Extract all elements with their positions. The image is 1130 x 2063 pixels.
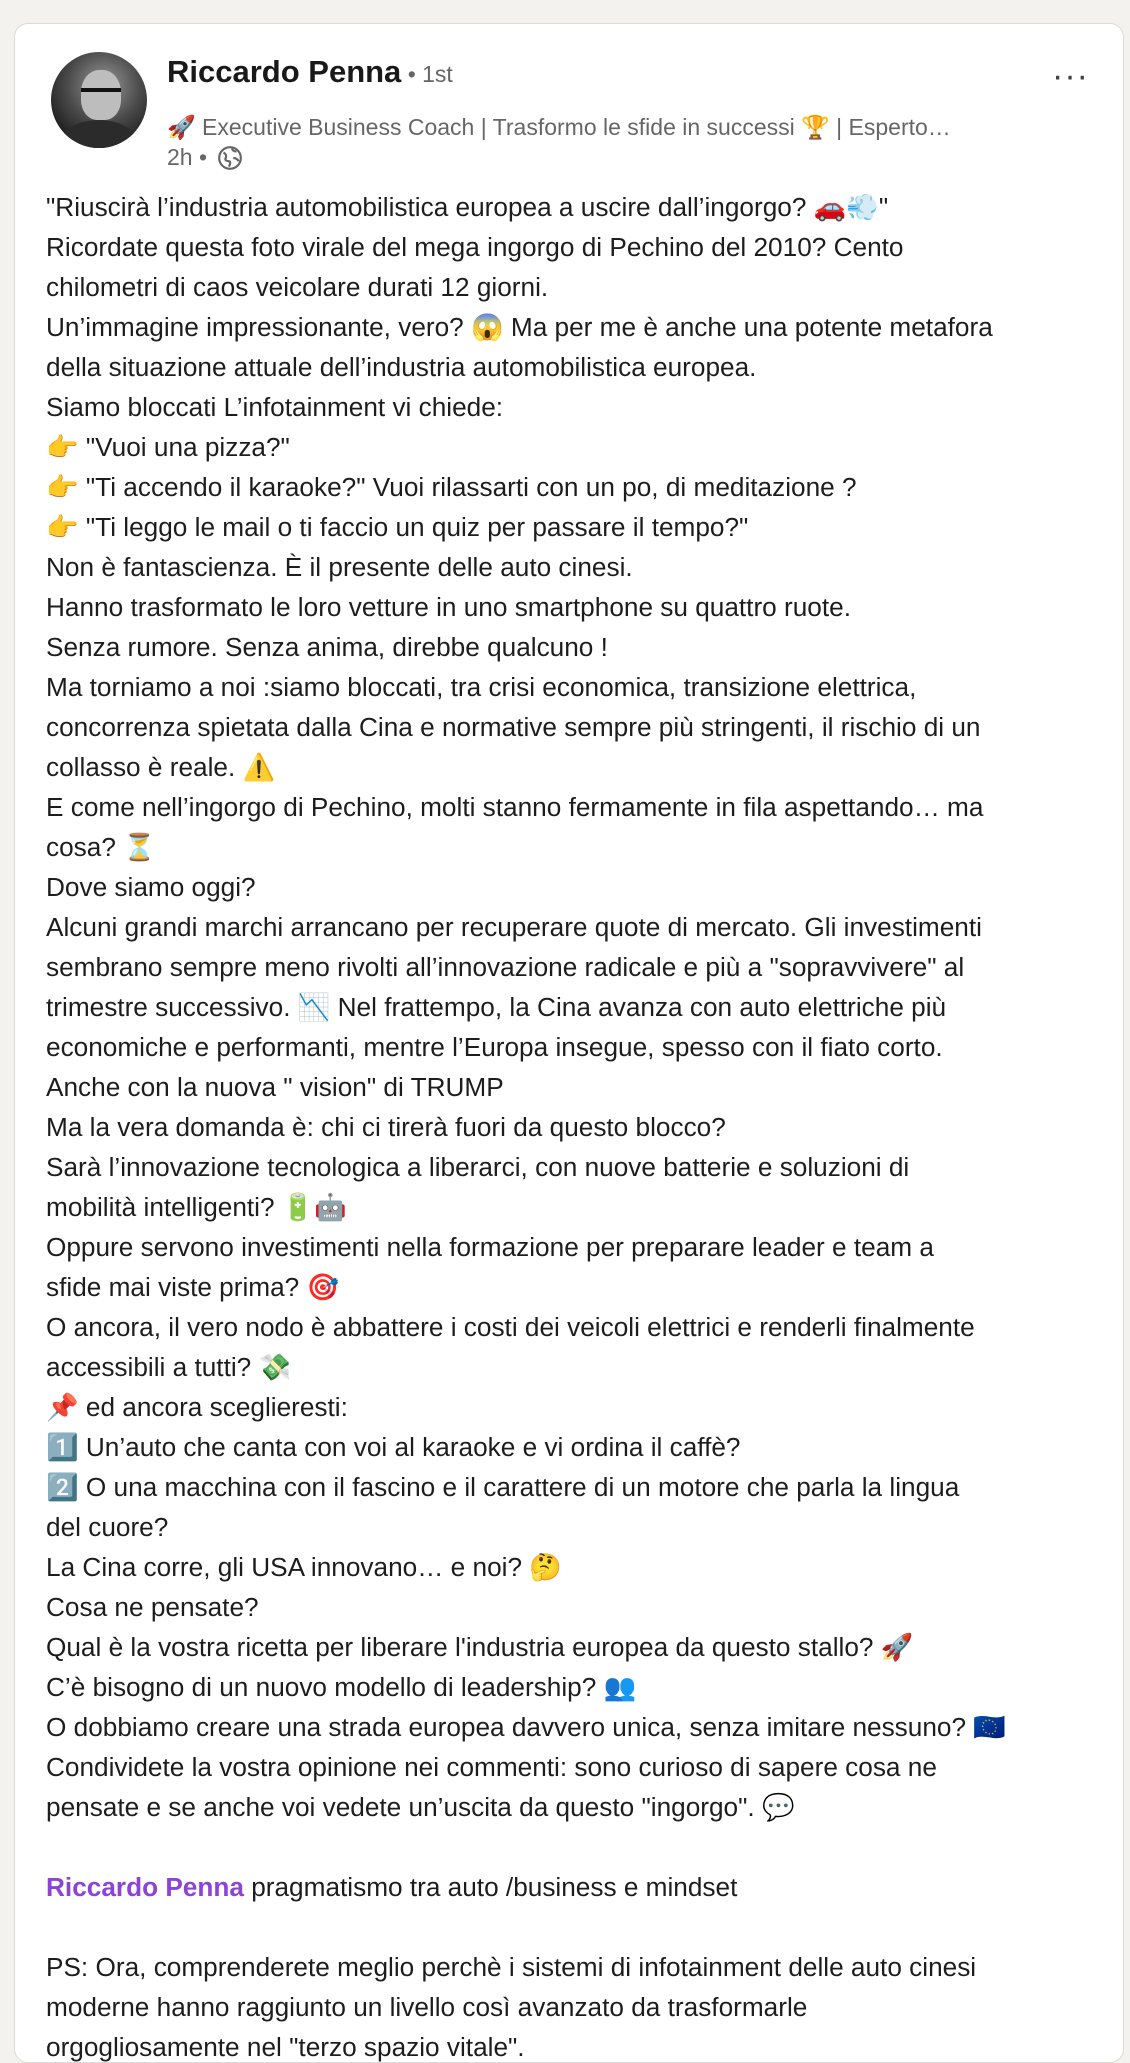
globe-icon (217, 145, 243, 171)
post-line: Condividete la vostra opinione nei commenti: sono curioso di sapere cosa ne (46, 1752, 937, 1782)
post-line: Siamo bloccati L’infotainment vi chiede: (46, 392, 504, 422)
post-line: Senza rumore. Senza anima, direbbe qualcuno ! (46, 632, 608, 662)
post-card (14, 23, 1124, 2063)
mention-text: pragmatismo tra auto /business e mindset (243, 1872, 738, 1902)
post-line: Ricordate questa foto virale del mega ingorgo di Pechino del 2010? Cento (46, 232, 904, 262)
avatar-glasses (81, 88, 121, 96)
post-time: 2h • (167, 144, 208, 170)
post-line: 👉 "Vuoi una pizza?" (46, 432, 290, 462)
post-line: 👉 "Ti leggo le mail o ti faccio un quiz per passare il tempo?" (46, 512, 749, 542)
post-line: "Riuscirà l’industria automobilistica europea a uscire dall’ingorgo? 🚗💨" (46, 192, 889, 222)
post-line: 📌 ed ancora sceglieresti: (46, 1392, 348, 1422)
blank-line (46, 1907, 1106, 1947)
post-line: 👉 "Ti accendo il karaoke?" Vuoi rilassarti con un po, di meditazione ? (46, 472, 857, 502)
post-meta (167, 144, 243, 171)
ps-line: orgogliosamente nel "terzo spazio vitale". (46, 2032, 525, 2062)
post-line: Qual è la vostra ricetta per liberare l'industria europea da questo stallo? 🚀 (46, 1632, 914, 1662)
author-name[interactable]: Riccardo Penna (167, 54, 402, 89)
blank-line (46, 1827, 1106, 1867)
post-line: O dobbiamo creare una strada europea davvero unica, senza imitare nessuno? 🇪🇺 (46, 1712, 1006, 1742)
post-line: Hanno trasformato le loro vetture in uno smartphone su quattro ruote. (46, 592, 851, 622)
mention-line (46, 1867, 1106, 1907)
post-line: cosa? ⏳ (46, 832, 156, 862)
post-line: della situazione attuale dell’industria automobilistica europea. (46, 352, 757, 382)
post-line: 2️⃣ O una macchina con il fascino e il carattere di un motore che parla la lingua (46, 1472, 960, 1502)
post-line: Oppure servono investimenti nella formazione per preparare leader e team a (46, 1232, 934, 1262)
post-line: accessibili a tutti? 💸 (46, 1352, 292, 1382)
post-line: pensate e se anche voi vedete un’uscita da questo "ingorgo". 💬 (46, 1792, 795, 1822)
post-line: Cosa ne pensate? (46, 1592, 259, 1622)
post-line: trimestre successivo. 📉 Nel frattempo, la Cina avanza con auto elettriche più (46, 992, 947, 1022)
post-line: Ma la vera domanda è: chi ci tirerà fuori da questo blocco? (46, 1112, 726, 1142)
post-line: O ancora, il vero nodo è abbattere i costi dei veicoli elettrici e renderli finalmente (46, 1312, 975, 1342)
post-line: Un’immagine impressionante, vero? 😱 Ma per me è anche una potente metafora (46, 312, 993, 342)
more-options-icon[interactable]: ··· (1052, 57, 1089, 95)
post-line: E come nell’ingorgo di Pechino, molti stanno fermamente in fila aspettando… ma (46, 792, 984, 822)
post-line: Sarà l’innovazione tecnologica a liberarci, con nuove batterie e soluzioni di (46, 1152, 910, 1182)
post-line: Dove siamo oggi? (46, 872, 256, 902)
author-tagline: 🚀 Executive Business Coach | Trasformo le sfide in successi 🏆 | Esperto… (167, 114, 951, 140)
avatar-shoulders (59, 120, 139, 148)
post-line: del cuore? (46, 1512, 169, 1542)
post-line: Anche con la nuova " vision" di TRUMP (46, 1072, 504, 1102)
post-line: economiche e performanti, mentre l’Europa insegue, spesso con il fiato corto. (46, 1032, 943, 1062)
post-line: chilometri di caos veicolare durati 12 giorni. (46, 272, 549, 302)
post-line: concorrenza spietata dalla Cina e normative sempre più stringenti, il rischio di un (46, 712, 981, 742)
author-mention-link[interactable]: Riccardo Penna (46, 1872, 244, 1902)
post-line: sfide mai viste prima? 🎯 (46, 1272, 340, 1302)
ps-line: PS: Ora, comprenderete meglio perchè i sistemi di infotainment delle auto cinesi (46, 1952, 977, 1982)
ps-line: moderne hanno raggiunto un livello così avanzato da trasformarle (46, 1992, 808, 2022)
connection-degree: • 1st (401, 61, 453, 87)
post-line: 1️⃣ Un’auto che canta con voi al karaoke e vi ordina il caffè? (46, 1432, 741, 1462)
post-line: La Cina corre, gli USA innovano… e noi? 🤔 (46, 1552, 562, 1582)
post-line: Alcuni grandi marchi arrancano per recuperare quote di mercato. Gli investimenti (46, 912, 982, 942)
post-line: C’è bisogno di un nuovo modello di leadership? 👥 (46, 1672, 637, 1702)
post-line: sembrano sempre meno rivolti all’innovazione radicale e più a "sopravvivere" al (46, 952, 965, 982)
author-avatar[interactable] (51, 52, 147, 148)
author-name-row (167, 54, 453, 90)
post-body (46, 187, 1106, 2063)
post-line: Non è fantascienza. È il presente delle auto cinesi. (46, 552, 633, 582)
post-line: Ma torniamo a noi :siamo bloccati, tra crisi economica, transizione elettrica, (46, 672, 917, 702)
post-line: mobilità intelligenti? 🔋🤖 (46, 1192, 348, 1222)
post-line: collasso è reale. ⚠️ (46, 752, 276, 782)
